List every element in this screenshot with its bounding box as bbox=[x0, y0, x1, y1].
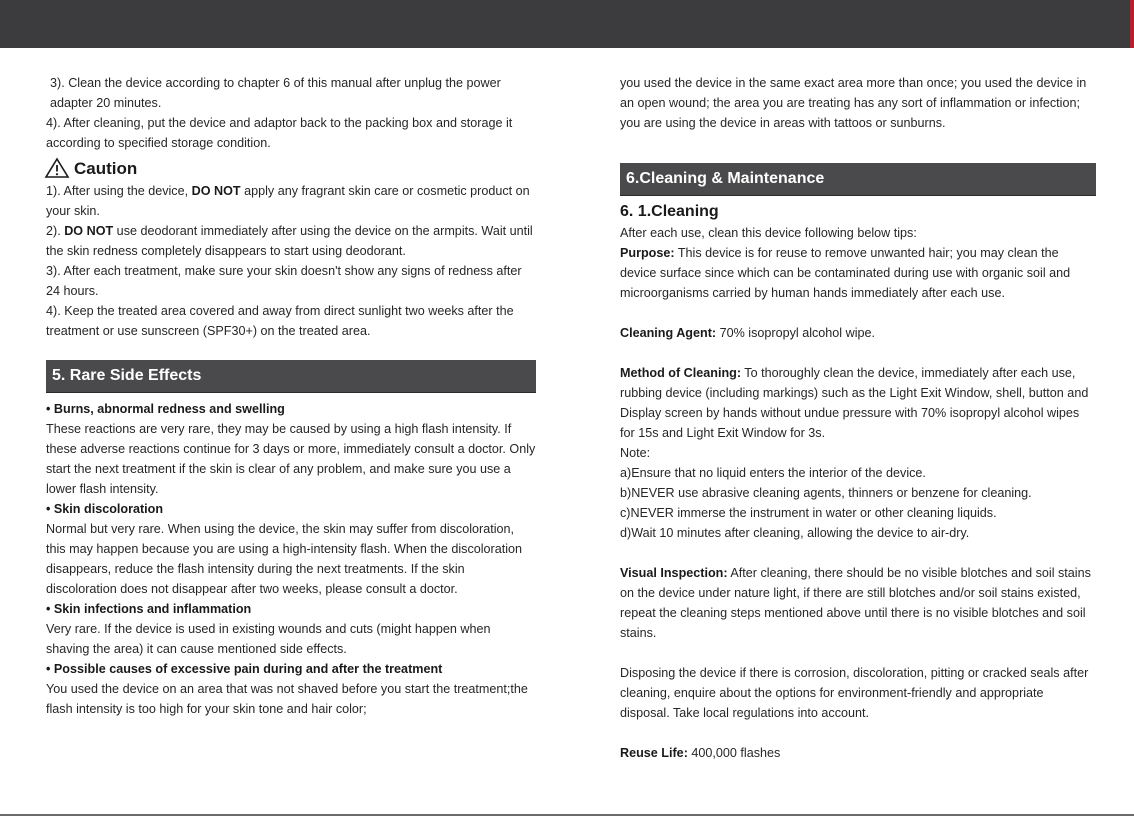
right-column bbox=[620, 73, 1096, 763]
step-4-text: 4). After cleaning, put the device and adaptor back to the packing box and storage it according to specified storage condition. bbox=[46, 116, 513, 150]
side-effect-4-title: • Possible causes of excessive pain during and after the treatment bbox=[46, 662, 443, 676]
caution-item-2-pre: 2). bbox=[46, 224, 65, 238]
purpose-paragraph bbox=[620, 243, 1096, 303]
disposal-paragraph: Disposing the device if there is corrosion, discoloration, pitting or cracked seals after cleaning, enquire about the options for environment-friendly and appropriate disposal. Take local regulations into account. bbox=[620, 666, 1089, 720]
side-effect-1-text: These reactions are very rare, they may be caused by using a high flash intensity. If these adverse reactions continue for 3 days or more, immediately consult a doctor. Only start the next treatment if the skin is clear of any problem, and make sure you use a lower flash intensity. bbox=[46, 422, 536, 496]
warning-triangle-icon bbox=[44, 157, 70, 179]
side-effect-4-text: You used the device on an area that was not shaved before you start the treatment;the flash intensity is too high for your skin tone and hair color; bbox=[46, 682, 528, 716]
side-effect-3-title: • Skin infections and inflammation bbox=[46, 602, 252, 616]
cleaning-agent-paragraph bbox=[620, 323, 1096, 343]
visual-inspection-label: Visual Inspection: bbox=[620, 566, 728, 580]
method-label: Method of Cleaning: bbox=[620, 366, 742, 380]
caution-item-2 bbox=[46, 221, 536, 261]
method-paragraph bbox=[620, 363, 1096, 443]
side-effect-2-title: • Skin discoloration bbox=[46, 502, 164, 516]
visual-inspection-paragraph bbox=[620, 563, 1096, 643]
caution-item-3: 3). After each treatment, make sure your skin doesn't show any signs of redness after 24 hours. bbox=[46, 264, 522, 298]
continued-causes-text: you used the device in the same exact area more than once; you used the device in an open wound; the area you are treating has any sort of inflammation or infection; you are using the device in areas with tattoos or sunburns. bbox=[620, 76, 1087, 130]
after-use-text: After each use, clean this device following below tips: bbox=[620, 226, 917, 240]
section-5-banner: 5. Rare Side Effects bbox=[46, 360, 536, 393]
note-label: Note: bbox=[620, 446, 651, 460]
caution-item-4: 4). Keep the treated area covered and away from direct sunlight two weeks after the treatment or use sunscreen (SPF30+) on the treated area. bbox=[46, 304, 514, 338]
cleaning-agent-label: Cleaning Agent: bbox=[620, 326, 717, 340]
reuse-life-paragraph bbox=[620, 743, 1096, 763]
reuse-life-text: 400,000 flashes bbox=[687, 746, 781, 760]
caution-item-1-bold: DO NOT bbox=[191, 184, 241, 198]
note-b: b)NEVER use abrasive cleaning agents, thinners or benzene for cleaning. bbox=[620, 486, 1032, 500]
cleaning-agent-text: 70% isopropyl alcohol wipe. bbox=[716, 326, 876, 340]
note-d: d)Wait 10 minutes after cleaning, allowing the device to air-dry. bbox=[620, 526, 970, 540]
side-effect-1-title: • Burns, abnormal redness and swelling bbox=[46, 402, 285, 416]
subsection-title: 6. 1.Cleaning bbox=[620, 203, 719, 220]
caution-heading bbox=[46, 157, 536, 181]
header-accent-stripe bbox=[1130, 0, 1134, 48]
caution-item-1-post: apply any fragrant skin care or cosmetic product on your skin. bbox=[46, 184, 530, 218]
caution-item-1-pre: 1). After using the device, bbox=[46, 184, 192, 198]
note-c: c)NEVER immerse the instrument in water or other cleaning liquids. bbox=[620, 506, 997, 520]
bottom-rule bbox=[0, 814, 1134, 816]
method-text: To thoroughly clean the device, immediately after each use, rubbing device (including markings) such as the Light Exit Window, shell, button and Display screen by hands without undue pressure with 70% isopropyl alcohol wipes for 15s and Light Exit Window for 3s. bbox=[620, 366, 1089, 440]
reuse-life-label: Reuse Life: bbox=[620, 746, 688, 760]
section-6-banner: 6.Cleaning & Maintenance bbox=[620, 163, 1096, 196]
purpose-label: Purpose: bbox=[620, 246, 675, 260]
left-column bbox=[46, 73, 536, 719]
side-effect-3-text: Very rare. If the device is used in existing wounds and cuts (might happen when shaving the area) it can cause mentioned side effects. bbox=[46, 622, 491, 656]
top-header-bar bbox=[0, 0, 1134, 48]
caution-item-2-post: use deodorant immediately after using the device on the armpits. Wait until the skin redness completely disappears to start using deodorant. bbox=[46, 224, 533, 258]
side-effect-2-text: Normal but very rare. When using the device, the skin may suffer from discoloration, this may happen because you are using a high-intensity flash. When the discoloration disappears, reduce the flash intensity during the next treatments. If the skin discoloration does not disappear after two weeks, please consult a doctor. bbox=[46, 522, 523, 596]
step-3-text: 3). Clean the device according to chapter 6 of this manual after unplug the power adapter 20 minutes. bbox=[50, 76, 501, 110]
note-a: a)Ensure that no liquid enters the interior of the device. bbox=[620, 466, 926, 480]
caution-title: Caution bbox=[74, 159, 138, 178]
caution-item-1 bbox=[46, 181, 536, 221]
visual-inspection-text: After cleaning, there should be no visible blotches and soil stains on the device under nature light, if there are still blotches and/or soil stains existed, repeat the cleaning steps mentioned above until there is no visible blotches and soil stains. bbox=[620, 566, 1091, 640]
caution-item-2-bold: DO NOT bbox=[64, 224, 114, 238]
purpose-text: This device is for reuse to remove unwanted hair; you may clean the device surface since which can be contaminated during use with organic soil and microorganisms carried by human hands immediately after each use. bbox=[620, 246, 1071, 300]
